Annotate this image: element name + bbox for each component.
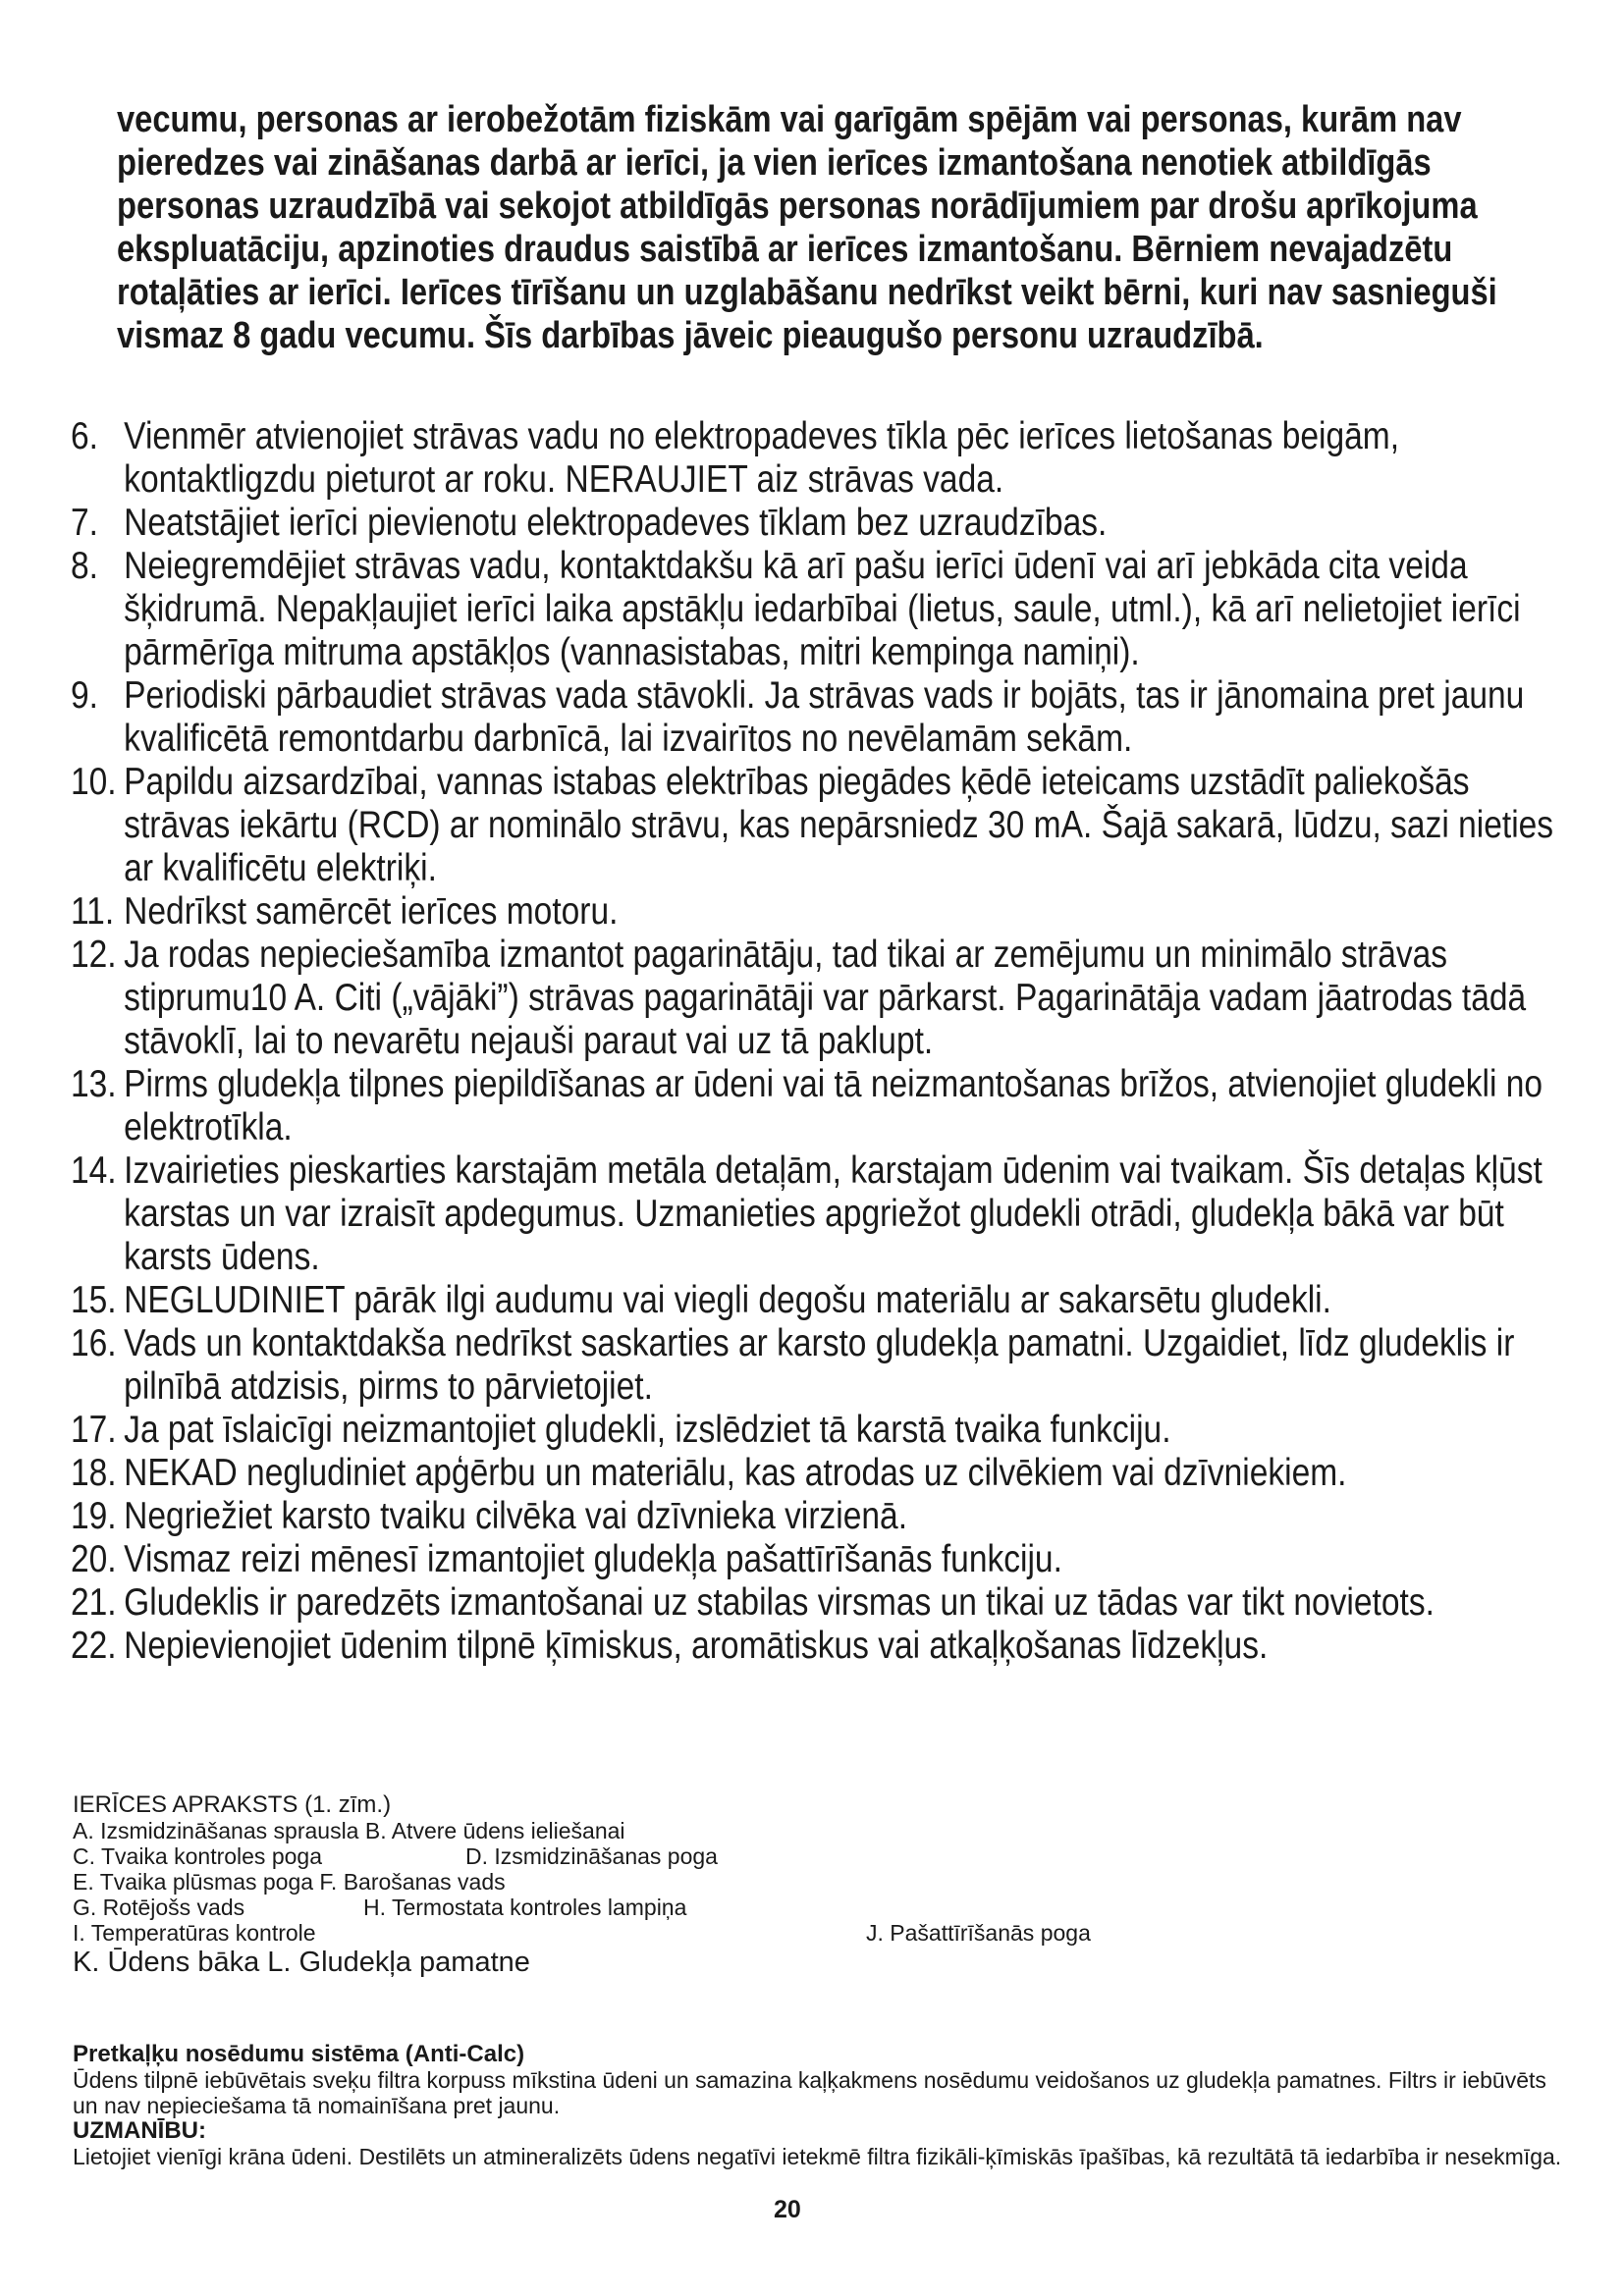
description-text: G. Rotējošs vads: [73, 1895, 245, 1920]
item-number: 10.: [71, 761, 117, 803]
list-item: [71, 1279, 1582, 1322]
list-item: [71, 1581, 1582, 1625]
description-text: C. Tvaika kontroles poga: [73, 1843, 322, 1869]
item-text: Izvairieties pieskarties karstajām metāla detaļām, karstajam ūdenim vai tvaikam. Šīs detaļas kļūst karstas un var izraisīt apdegumus. Uzmanieties apgriežot gludekli otrādi, gludekļa bākā var būt karsts ūdens.: [124, 1149, 1543, 1278]
item-number: 7.: [71, 502, 98, 544]
item-text: NEKAD negludiniet apģērbu un materiālu, kas atrodas uz cilvēkiem vai dzīvniekiem.: [124, 1452, 1347, 1494]
list-item: [71, 1538, 1582, 1581]
item-text: Pirms gludekļa tilpnes piepildīšanas ar ūdeni vai tā neizmantošanas brīžos, atvienojiet gludekli no elektrotīkla.: [124, 1063, 1543, 1148]
item-text: Papildu aizsardzībai, vannas istabas elektrības piegādes ķēdē ieteicams uzstādīt paliekošās strāvas iekārtu (RCD) ar nominālo strāvu, kas nepārsniedz 30 mA. Šajā sakarā, lūdzu, sazi nieties ar kvalificētu elektriķi.: [124, 761, 1554, 889]
list-item: [71, 1452, 1582, 1495]
list-item: [71, 934, 1582, 1063]
description-text: I. Temperatūras kontrole: [73, 1920, 316, 1946]
item-number: 19.: [71, 1495, 117, 1537]
item-text: Neiegremdējiet strāvas vadu, kontaktdakšu kā arī pašu ierīci ūdenī vai arī jebkāda cita veida šķidrumā. Nepakļaujiet ierīci laika apstākļu iedarbībai (lietus, saule, utml.), kā arī nelietojiet ierīci pārmērīga mitruma apstākļos (vannasistabas, mitri kempinga namiņi).: [124, 545, 1521, 673]
item-text: Nedrīkst samērcēt ierīces motoru.: [124, 890, 619, 933]
list-item: [71, 761, 1582, 890]
item-number: 14.: [71, 1149, 117, 1192]
item-number: 6.: [71, 415, 98, 457]
description-title: IERĪCES APRAKSTS (1. zīm.): [73, 1791, 392, 1818]
list-item: [71, 1625, 1582, 1668]
description-row: [73, 1818, 1565, 1843]
list-item: [71, 502, 1582, 545]
anticalc-section: [73, 2042, 1565, 2169]
description-text: H. Termostata kontroles lampiņa: [363, 1895, 687, 1920]
item-number: 17.: [71, 1409, 117, 1451]
description-row: [73, 1946, 1565, 1979]
warning-label: UZMANĪBU:: [73, 2117, 206, 2144]
item-number: 22.: [71, 1625, 117, 1667]
item-number: 11.: [71, 890, 115, 933]
description-text: A. Izsmidzināšanas sprausla B. Atvere ūdens ieliešanai: [73, 1818, 625, 1843]
item-text: Vienmēr atvienojiet strāvas vadu no elektropadeves tīkla pēc ierīces lietošanas beigām, kontaktligzdu pieturot ar roku. NERAUJIET aiz strāvas vada.: [124, 415, 1400, 501]
item-text: Ja rodas nepieciešamība izmantot pagarinātāju, tad tikai ar zemējumu un minimālo strāvas stiprumu10 A. Citi („vājāki”) strāvas pagarinātāji var pārkarst. Pagarinātāja vadam jāatrodas tādā stāvoklī, lai to nevarētu nejauši paraut vai uz tā paklupt.: [124, 934, 1527, 1062]
list-item: [71, 1409, 1582, 1452]
list-item: [71, 1149, 1582, 1279]
warning-text: Lietojiet vienīgi krāna ūdeni. Destilēts un atmineralizēts ūdens negatīvi ietekmē filtra fizikāli-ķīmiskās īpašības, kā rezultātā tā iedarbība ir nesekmīga.: [73, 2144, 1562, 2169]
list-item: [71, 890, 1582, 934]
description-text: J. Pašattīrīšanās poga: [866, 1920, 1091, 1946]
item-number: 12.: [71, 934, 117, 976]
list-item: [71, 1063, 1582, 1149]
item-text: Vads un kontaktdakša nedrīkst saskarties ar karsto gludekļa pamatni. Uzgaidiet, līdz gludeklis ir pilnībā atdzisis, pirms to pārvietojiet.: [124, 1322, 1515, 1408]
item-number: 20.: [71, 1538, 117, 1580]
item-text: Vismaz reizi mēnesī izmantojiet gludekļa pašattīrīšanās funkciju.: [124, 1538, 1062, 1580]
item-text: Ja pat īslaicīgi neizmantojiet gludekli, izslēdziet tā karstā tvaika funkciju.: [124, 1409, 1171, 1451]
item-number: 16.: [71, 1322, 117, 1364]
list-item: [71, 1322, 1582, 1409]
anticalc-body: Ūdens tilpnē iebūvētais sveķu filtra korpuss mīkstina ūdeni un samazina kaļķakmens nosēdumu veidošanos uz gludekļa pamatnes. Filtrs ir iebūvēts un nav nepieciešama tā nomainīšana pret jaunu.: [73, 2067, 1546, 2118]
description-row: [73, 1843, 1565, 1869]
item-number: 21.: [71, 1581, 117, 1624]
list-item: [71, 674, 1582, 761]
description-row: [73, 1920, 1565, 1946]
description-text: D. Izsmidzināšanas poga: [465, 1843, 718, 1869]
item-number: 8.: [71, 545, 98, 587]
item-text: Gludeklis ir paredzēts izmantošanai uz stabilas virsmas un tikai uz tādas var tikt novietots.: [124, 1581, 1435, 1624]
list-item: [71, 415, 1582, 502]
safety-instructions-list: [71, 415, 1554, 1668]
item-text: Nepievienojiet ūdenim tilpnē ķīmiskus, aromātiskus vai atkaļķošanas līdzekļus.: [124, 1625, 1269, 1667]
anticalc-heading: Pretkaļķu nosēdumu sistēma (Anti-Calc): [73, 2041, 525, 2067]
item-number: 18.: [71, 1452, 117, 1494]
item-text: Neatstājiet ierīci pievienotu elektropadeves tīklam bez uzraudzības.: [124, 502, 1108, 544]
description-text: E. Tvaika plūsmas poga F. Barošanas vads: [73, 1869, 506, 1895]
device-description: [73, 1792, 1565, 1979]
item-text: Periodiski pārbaudiet strāvas vada stāvokli. Ja strāvas vads ir bojāts, tas ir jānomaina pret jaunu kvalificētā remontdarbu darbnīcā, lai izvairītos no nevēlamām sekām.: [124, 674, 1525, 760]
description-title-row: [73, 1792, 1565, 1818]
page-number: 20: [774, 2196, 801, 2223]
intro-warning-block: [117, 98, 1497, 357]
description-row: [73, 1869, 1565, 1895]
list-item: [71, 1495, 1582, 1538]
item-number: 9.: [71, 674, 98, 717]
item-number: 15.: [71, 1279, 117, 1321]
item-text: NEGLUDINIET pārāk ilgi audumu vai viegli degošu materiālu ar sakarsētu gludekli.: [124, 1279, 1331, 1321]
item-number: 13.: [71, 1063, 117, 1105]
list-item: [71, 545, 1582, 674]
description-row: [73, 1895, 1565, 1920]
description-text: K. Ūdens bāka L. Gludekļa pamatne: [73, 1947, 530, 1978]
item-text: Negriežiet karsto tvaiku cilvēka vai dzīvnieka virzienā.: [124, 1495, 908, 1537]
intro-paragraph: vecumu, personas ar ierobežotām fiziskām vai garīgām spējām vai personas, kurām nav pieredzes vai zināšanas darbā ar ierīci, ja vien ierīces izmantošana nenotiek atbildīgās personas uzraudzībā vai sekojot atbildīgās personas norādījumiem par drošu aprīkojuma ekspluatāciju, apzinoties draudus saistībā ar ierīces izmantošanu. Bērniem nevajadzētu rotaļāties ar ierīci. Ierīces tīrīšanu un uzglabāšanu nedrīkst veikt bērni, kuri nav sasnieguši vismaz 8 gadu vecumu. Šīs darbības jāveic pieaugušo personu uzraudzībā.: [117, 99, 1497, 356]
